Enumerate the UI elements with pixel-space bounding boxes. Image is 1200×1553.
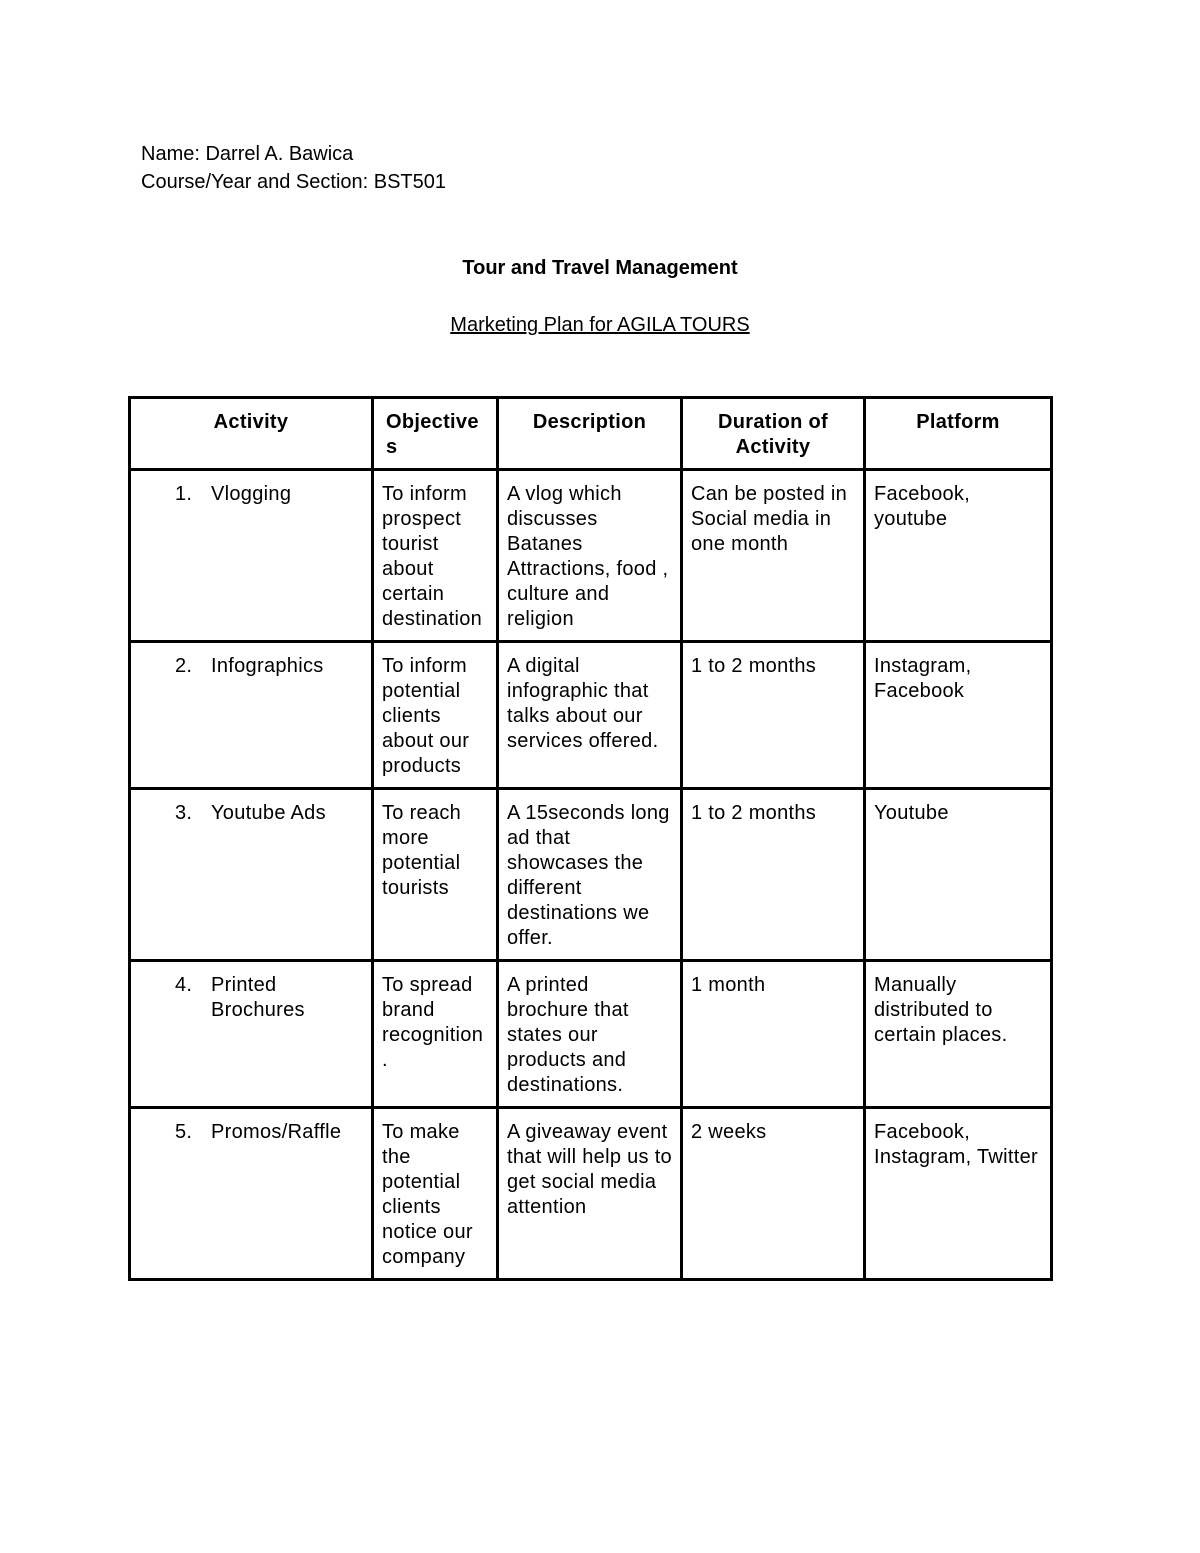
description-cell: A printed brochure that states our products and destinations. (498, 961, 682, 1108)
activity-cell (130, 642, 373, 789)
subtitle-text: Marketing Plan for AGILA TOURS (450, 314, 750, 336)
activity-name: Promos/Raffle (211, 1121, 342, 1143)
activity-name: Printed Brochures (211, 974, 305, 1021)
duration-cell: Can be posted in Social media in one month (682, 470, 865, 642)
description-cell: A vlog which discusses Batanes Attractions, food , culture and religion (498, 470, 682, 642)
header-duration: Duration of Activity (682, 398, 865, 470)
duration-cell: 2 weeks (682, 1108, 865, 1280)
course-section: Course/Year and Section: BST501 (141, 171, 447, 193)
table-row (130, 961, 1052, 1108)
description-cell: A 15seconds long ad that showcases the different destinations we offer. (498, 789, 682, 961)
description-cell: A giveaway event that will help us to get social media attention (498, 1108, 682, 1280)
student-name: Name: Darrel A. Bawica (141, 143, 354, 165)
objectives-cell: To inform prospect tourist about certain destination (373, 470, 498, 642)
table-row (130, 642, 1052, 789)
marketing-plan-table (128, 396, 1053, 1281)
objectives-cell: To make the potential clients notice our company (373, 1108, 498, 1280)
duration-cell: 1 to 2 months (682, 642, 865, 789)
platform-cell: Instagram, Facebook (865, 642, 1052, 789)
duration-cell: 1 to 2 months (682, 789, 865, 961)
duration-cell: 1 month (682, 961, 865, 1108)
document-title: Tour and Travel Management (462, 257, 738, 279)
row-number: 2. (175, 655, 193, 677)
header-objectives: Objectives (373, 398, 498, 470)
objectives-cell: To reach more potential tourists (373, 789, 498, 961)
platform-cell: Facebook, Instagram, Twitter (865, 1108, 1052, 1280)
row-number: 1. (175, 483, 193, 505)
platform-cell: Manually distributed to certain places. (865, 961, 1052, 1108)
activity-name: Vlogging (211, 483, 292, 505)
activity-name: Youtube Ads (211, 802, 326, 824)
description-cell: A digital infographic that talks about our services offered. (498, 642, 682, 789)
platform-cell: Facebook, youtube (865, 470, 1052, 642)
header-description: Description (498, 398, 682, 470)
table-row (130, 789, 1052, 961)
activity-cell (130, 1108, 373, 1280)
objectives-cell: To inform potential clients about our products (373, 642, 498, 789)
activity-cell (130, 470, 373, 642)
activity-name: Infographics (211, 655, 324, 677)
platform-cell: Youtube (865, 789, 1052, 961)
objectives-cell: To spread brand recognition. (373, 961, 498, 1108)
table-row (130, 1108, 1052, 1280)
header-platform: Platform (865, 398, 1052, 470)
row-number: 3. (175, 802, 193, 824)
row-number: 5. (175, 1121, 193, 1143)
activity-cell (130, 961, 373, 1108)
table-header-row (130, 398, 1052, 470)
header-activity: Activity (130, 398, 373, 470)
row-number: 4. (175, 974, 193, 996)
activity-cell (130, 789, 373, 961)
table-row (130, 470, 1052, 642)
document-subtitle (0, 311, 1200, 339)
